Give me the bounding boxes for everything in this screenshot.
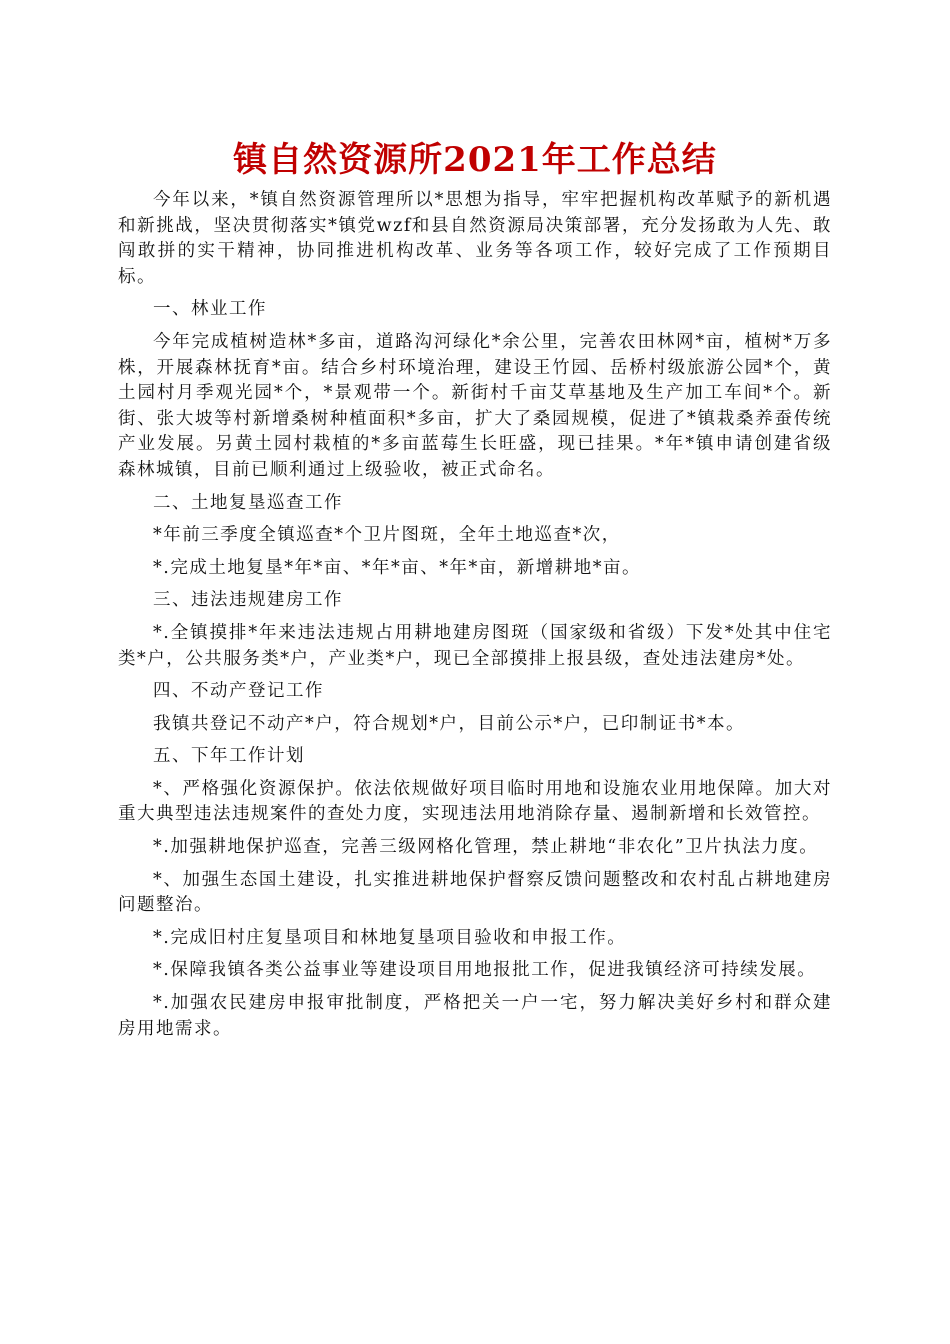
- document-title: 镇自然资源所2021年工作总结: [233, 140, 717, 180]
- section-heading-illegal-construction: 三、违法违规建房工作: [153, 590, 343, 611]
- intro-paragraph: 今年以来，*镇自然资源管理所以*思想为指导，牢牢把握机构改革赋予的新机遇和新挑战，坚决贯彻落实*镇党wzf和县自然资源局决策部署，充分发扬敢为人先、敢闯敢拼的实干精神，协同推进机构改革、业务等各项工作，较好完成了工作预期目标。: [118, 190, 832, 287]
- plan-item-ecological-land: *、加强生态国土建设，扎实推进耕地保护督察反馈问题整改和农村乱占耕地建房问题整治。: [118, 869, 832, 916]
- plan-item-housing-approval: *.加强农民建房申报审批制度，严格把关一户一宅，努力解决美好乡村和群众建房用地需求。: [118, 993, 832, 1039]
- plan-item-land-approval: *.保障我镇各类公益事业等建设项目用地报批工作，促进我镇经济可持续发展。: [153, 960, 817, 981]
- section-heading-land-reclamation: 二、土地复垦巡查工作: [153, 492, 343, 513]
- plan-item-farmland-inspection: *.加强耕地保护巡查，完善三级网格化管理，禁止耕地“非农化”卫片执法力度。: [153, 837, 819, 858]
- paragraph-forestry: 今年完成植树造林*多亩，道路沟河绿化*余公里，完善农田林网*亩，植树*万多株，开展森林抚育*亩。结合乡村环境治理，建设王竹园、岳桥村级旅游公园*个，黄土园村月季观光园*个，*景观带一个。新街村千亩艾草基地及生产加工车间*个。新街、张大坡等村新增桑树种植面积*多亩，扩大了桑园规模，促进了*镇栽桑养蚕传统产业发展。另黄土园村栽植的*多亩蓝莓生长旺盛，现已挂果。*年*镇申请创建省级森林城镇，目前已顺利通过上级验收，被正式命名。: [118, 331, 832, 480]
- paragraph-real-estate-registration: 我镇共登记不动产*户，符合规划*户，目前公示*户，已印制证书*本。: [153, 713, 745, 734]
- document-body: [118, 188, 832, 1049]
- section-heading-next-year-plan: 五、下年工作计划: [153, 746, 305, 767]
- paragraph-illegal-construction: *.全镇摸排*年来违法违规占用耕地建房图斑（国家级和省级）下发*处其中住宅类*户，公共服务类*户，产业类*户，现已全部摸排上报县级，查处违法建房*处。: [118, 622, 832, 669]
- plan-item-resource-protection: *、严格强化资源保护。依法依规做好项目临时用地和设施农业用地保障。加大对重大典型违法违规案件的查处力度，实现违法用地消除存量、遏制新增和长效管控。: [118, 778, 832, 825]
- section-heading-real-estate-registration: 四、不动产登记工作: [153, 681, 324, 702]
- plan-item-reclamation-acceptance: *.完成旧村庄复垦项目和林地复垦项目验收和申报工作。: [153, 927, 627, 948]
- section-heading-forestry: 一、林业工作: [153, 299, 267, 320]
- paragraph-land-inspection: *年前三季度全镇巡查*个卫片图斑，全年土地巡查*次，: [153, 525, 621, 546]
- paragraph-land-reclamation: *.完成土地复垦*年*亩、*年*亩、*年*亩，新增耕地*亩。: [153, 557, 642, 578]
